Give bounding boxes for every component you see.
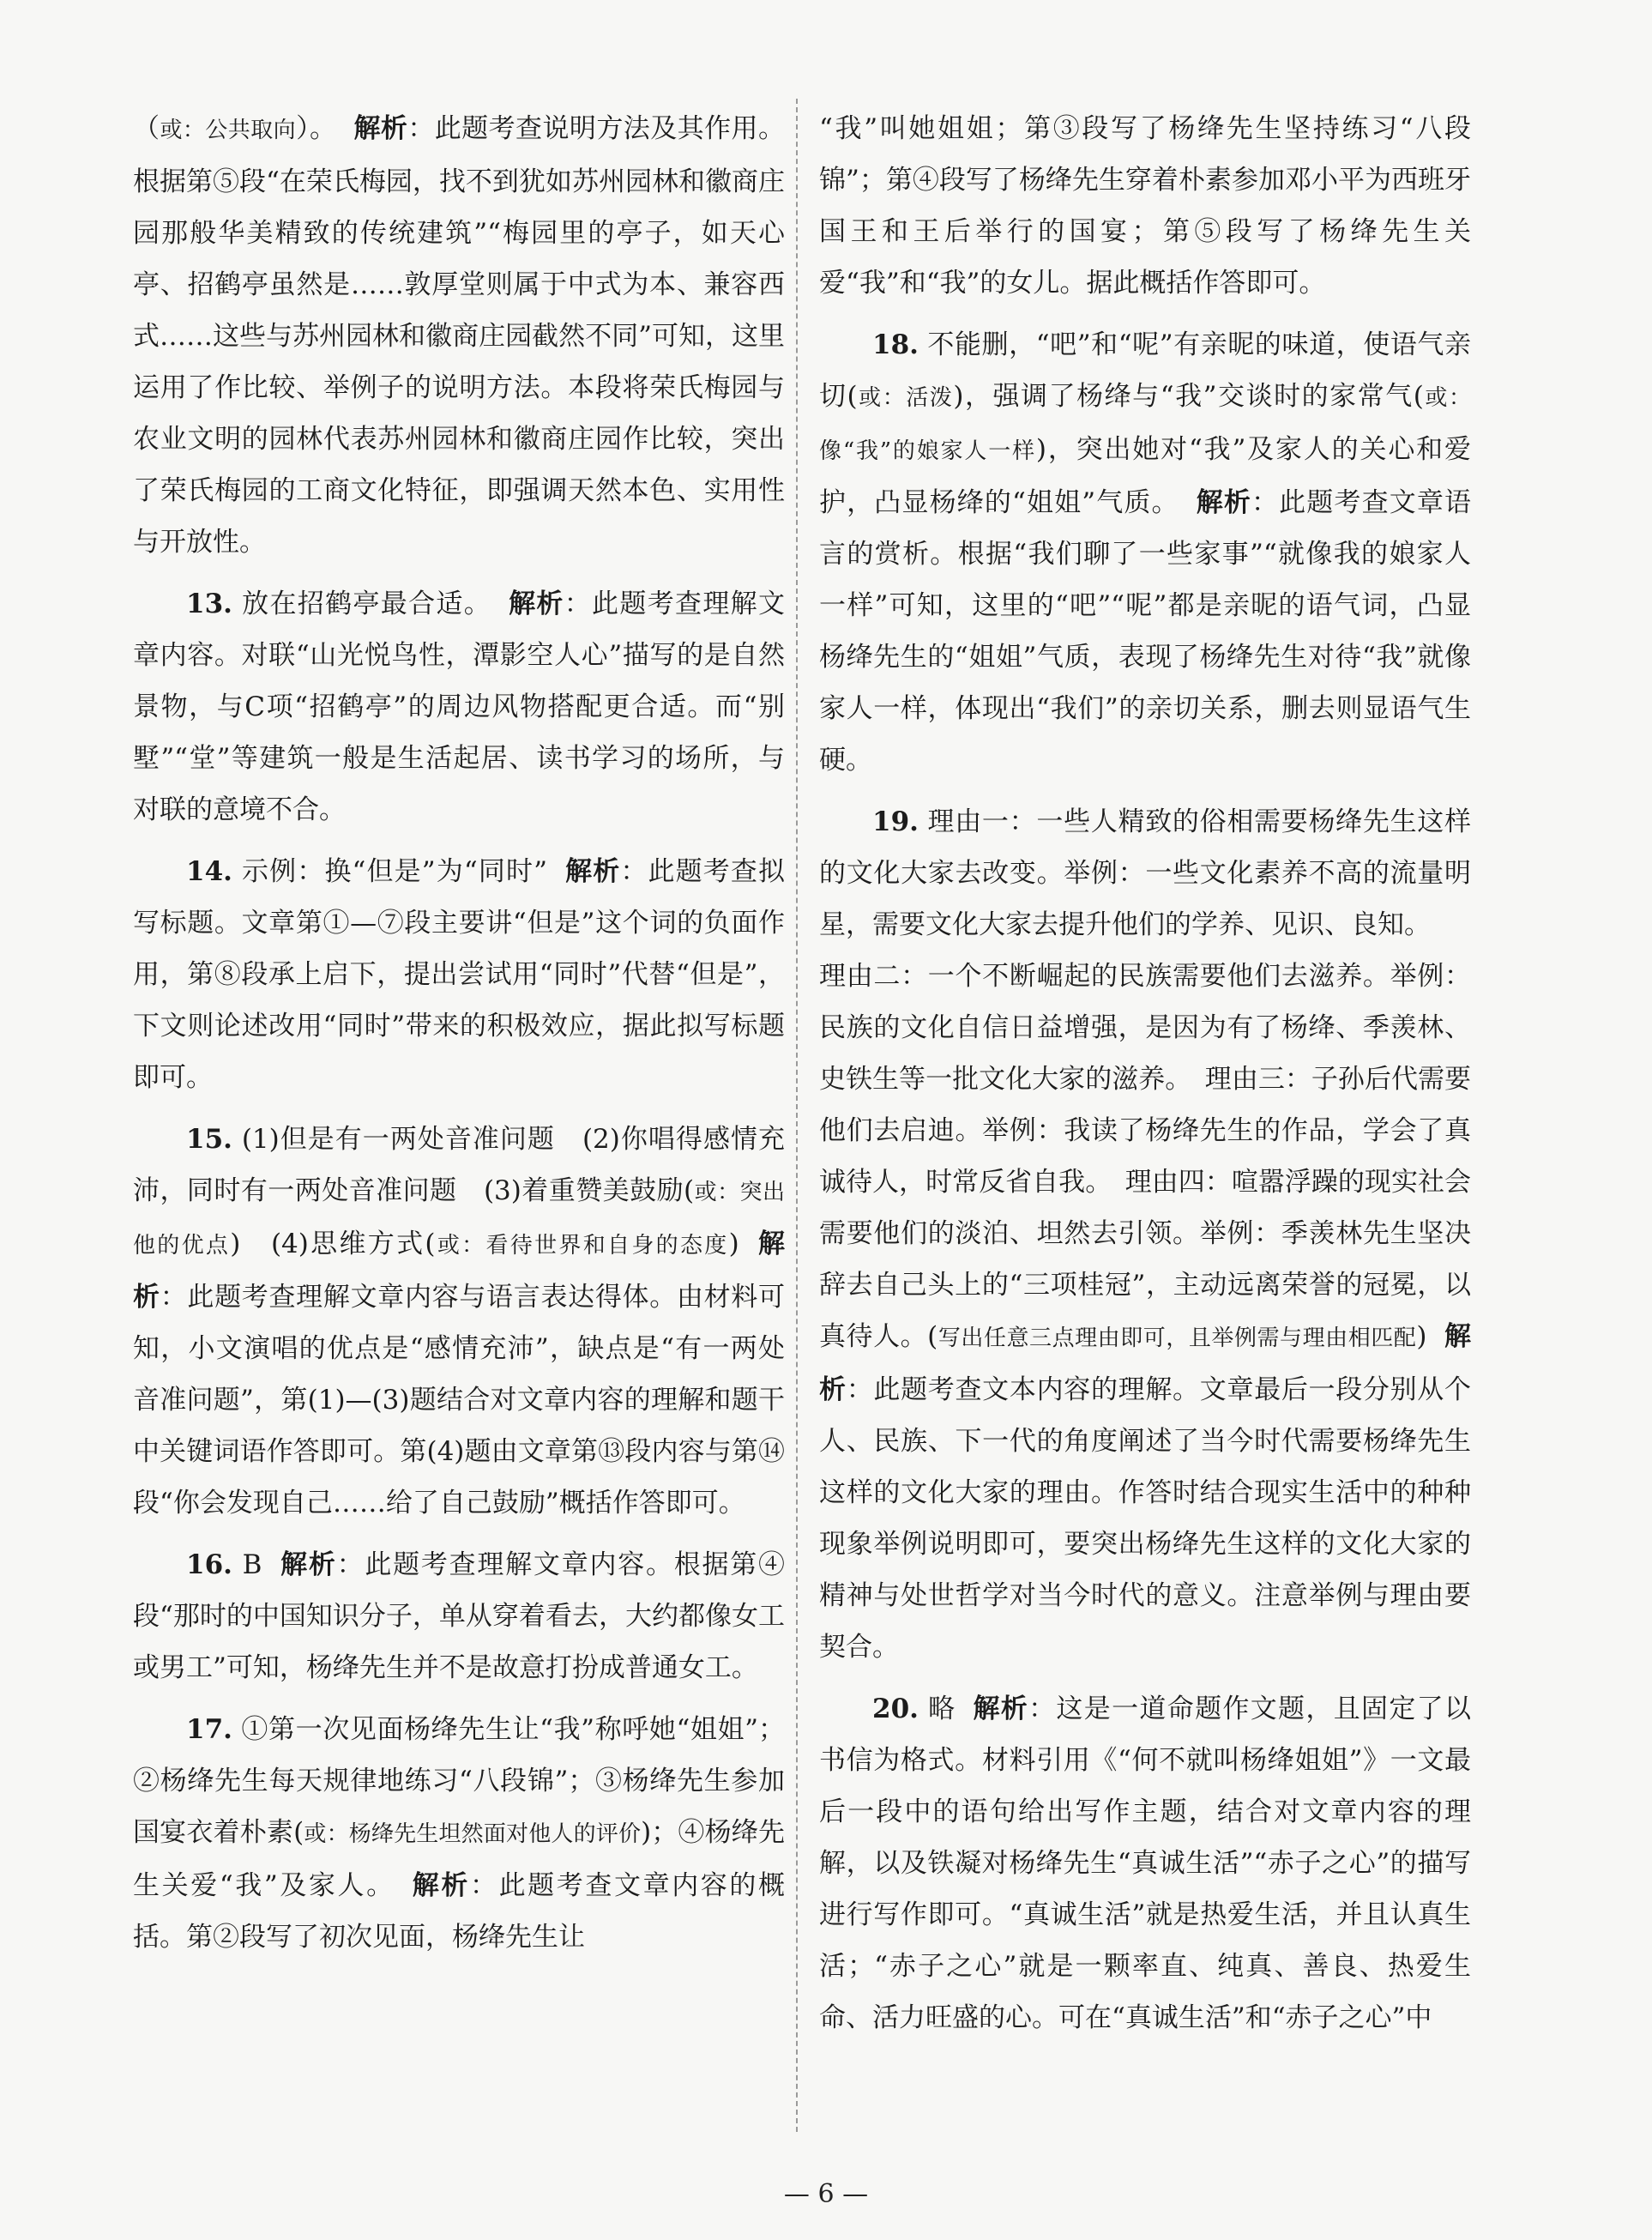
question-number: 13. (186, 589, 232, 619)
answer-14 (133, 846, 785, 1103)
note: 或：活泼 (857, 385, 954, 411)
question-number: 19. (872, 806, 919, 837)
note: 或：突出他的优点 (133, 1180, 785, 1259)
answer-17 (133, 1704, 785, 1963)
analysis-label: 解析 (353, 113, 408, 144)
answer-18 (819, 319, 1471, 786)
note: 或：杨绛先生坦然面对他人的评价 (304, 1821, 642, 1847)
question-number: 17. (186, 1714, 232, 1745)
analysis-text: ：此题考查理解文章内容。对联“山光悦鸟性，潭影空人心”描写的是自然景物，与C项“招鹤亭”的周边风物搭配更合适。而“别墅”“堂”等建筑一般是生活起居、读书学习的场所，与对联的意境不合。 (133, 589, 786, 825)
answer-text: B (242, 1549, 262, 1580)
left-column (133, 103, 785, 1973)
column-divider (796, 99, 798, 2132)
answer-text: ) (4)思维方式( (230, 1229, 436, 1259)
analysis-label: 解析 (819, 1321, 1471, 1405)
answer-17-continued (819, 103, 1471, 309)
note: 或：像“我”的娘家人一样 (819, 385, 1471, 464)
analysis-text: ：此题考查拟写标题。文章第①—⑦段主要讲“但是”这个词的负面作用，第⑧段承上启下，提出尝试用“同时”代替“但是”，下文则论述改用“同时”带来的积极效应，据此拟写标题即可。 (133, 856, 786, 1093)
analysis-text: ：此题考查文本内容的理解。文章最后一段分别从个人、民族、下一代的角度阐述了当今时代需要杨绛先生这样的文化大家的理由。作答时结合现实生活中的种种现象举例说明即可，要突出杨绛先生这样的文化大家的精神与处世哲学对当今时代的意义。注意举例与理由要契合。 (819, 1374, 1472, 1663)
answer-15 (133, 1114, 785, 1529)
analysis-text: ：此题考查说明方法及其作用。根据第⑤段“在荣氏梅园，找不到犹如苏州园林和徽商庄园那般华美精致的传统建筑”“梅园里的亭子，如天心亭、招鹤亭虽然是……敦厚堂则属于中式为本、兼容西式……这些与苏州园林和徽商庄园截然不同”可知，这里运用了作比较、举例子的说明方法。本段将荣氏梅园与农业文明的园林代表苏州园林和徽商庄园作比较，突出了荣氏梅园的工商文化特征，即强调天然本色、实用性与开放性。 (133, 113, 785, 558)
answer-text: 放在招鹤亭最合适。 (242, 589, 492, 619)
answer-text: 不能删，“吧”和“呢”有亲昵的味道，使语气亲切( (819, 329, 1471, 412)
answer-text: 略 (928, 1694, 956, 1724)
text: （ (133, 113, 160, 144)
analysis-label: 解析 (133, 1229, 785, 1313)
text: ）。 (296, 113, 337, 144)
question-number: 18. (872, 329, 919, 360)
analysis-label: 解析 (1196, 487, 1251, 518)
right-column (819, 103, 1471, 2054)
analysis-text: ：这是一道命题作文题，且固定了以书信为格式。材料引用《“何不就叫杨绛姐姐”》一文最后一段中的语句给出写作主题，结合对文章内容的理解，以及铁凝对杨绛先生“真诚生活”“赤子之心”的描写进行写作即可。“真诚生活”就是热爱生活，并且认真生活；“赤子之心”就是一颗率直、纯真、善良、热爱生命、活力旺盛的心。可在“真诚生活”和“赤子之心”中 (819, 1694, 1472, 2033)
answer-text: )；④杨绛先生关爱“我”及家人。 (133, 1817, 785, 1901)
question-number: 16. (186, 1549, 232, 1580)
analysis-text: ：此题考查理解文章内容与语言表达得体。由材料可知，小文演唱的优点是“感情充沛”，缺点是“有一两处音准问题”，第(1)—(3)题结合对文章内容的理解和题干中关键词语作答即可。第(4)题由文章第⑬段内容与第⑭段“你会发现自己……给了自己鼓励”概括作答即可。 (133, 1282, 786, 1518)
analysis-label: 解析 (973, 1694, 1029, 1724)
note: 或：公共取向 (160, 118, 297, 143)
note: 或：看待世界和自身的态度 (435, 1233, 729, 1259)
answer-16 (133, 1539, 785, 1694)
page-number: — 6 — (783, 2179, 869, 2209)
analysis-text: ：此题考查理解文章内容。根据第④段“那时的中国知识分子，单从穿着看去，大约都像女工或男工”可知，杨绛先生并不是故意打扮成普通女工。 (133, 1549, 786, 1683)
analysis-text: ：此题考查文章内容的概括。第②段写了初次见面，杨绛先生让 (133, 1870, 786, 1953)
answer-13 (133, 578, 785, 836)
answer-text: 理由一：一些人精致的俗相需要杨绛先生这样的文化大家去改变。举例：一些文化素养不高的流量明星，需要文化大家去提升他们的学养、见识、良知。 (819, 806, 1472, 940)
analysis-label: 解析 (564, 856, 621, 887)
question-number: 15. (186, 1124, 232, 1155)
analysis-label: 解析 (412, 1870, 470, 1901)
answer-text: )，突出她对“我”及家人的关心和爱护，凸显杨绛的“姐姐”气质。 (819, 434, 1471, 518)
analysis-text: ：此题考查文章语言的赏析。根据“我们聊了一些家事”“就像我的娘家人一样”可知，这里的“吧”“呢”都是亲昵的语气词，凸显杨绛先生的“姐姐”气质，表现了杨绛先生对待“我”就像家人一样，体现出“我们”的亲切关系，删去则显语气生硬。 (819, 487, 1472, 776)
analysis-text: “我”叫她姐姐；第③段写了杨绛先生坚持练习“八段锦”；第④段写了杨绛先生穿着朴素参加邓小平为西班牙国王和王后举行的国宴；第⑤段写了杨绛先生关爱“我”和“我”的女儿。据此概括作答即可。 (819, 113, 1471, 299)
answer-text: 示例：换“但是”为“同时” (241, 856, 547, 887)
answer-text: ) (1416, 1321, 1427, 1352)
answer-19 (819, 796, 1471, 1673)
answer-text: 理由二：一个不断崛起的民族需要他们去滋养。举例：民族的文化自信日益增强，是因为有了杨绛、季羡林、史铁生等一批文化大家的滋养。 理由三：子孙后代需要他们去启迪。举例：我读了杨绛先生的作品，学会了真诚待人，时常反省自我。 理由四：喧嚣浮躁的现实社会需要他们的淡泊、坦然去引领。举例：季羡林先生坚决辞去自己头上的“三项桂冠”，主动远离荣誉的冠冕，以真待人。( (819, 961, 1471, 1352)
answer-text: (1)但是有一两处音准问题 (2)你唱得感情充沛，同时有一两处音准问题 (3)着重赞美鼓励( (133, 1124, 785, 1206)
answer-text: ) (728, 1229, 739, 1259)
answer-12-continued (133, 103, 785, 568)
question-number: 20. (872, 1694, 919, 1724)
answer-text: ①第一次见面杨绛先生让“我”称呼她“姐姐”；②杨绛先生每天规律地练习“八段锦”；③杨绛先生参加国宴衣着朴素( (133, 1714, 785, 1848)
answer-20 (819, 1683, 1471, 2044)
question-number: 14. (186, 856, 232, 887)
analysis-label: 解析 (279, 1549, 337, 1580)
analysis-label: 解析 (509, 589, 564, 619)
answer-text: )，强调了杨绛与“我”交谈时的家常气( (953, 381, 1424, 412)
note: 写出任意三点理由即可，且举例需与理由相匹配 (938, 1325, 1417, 1351)
